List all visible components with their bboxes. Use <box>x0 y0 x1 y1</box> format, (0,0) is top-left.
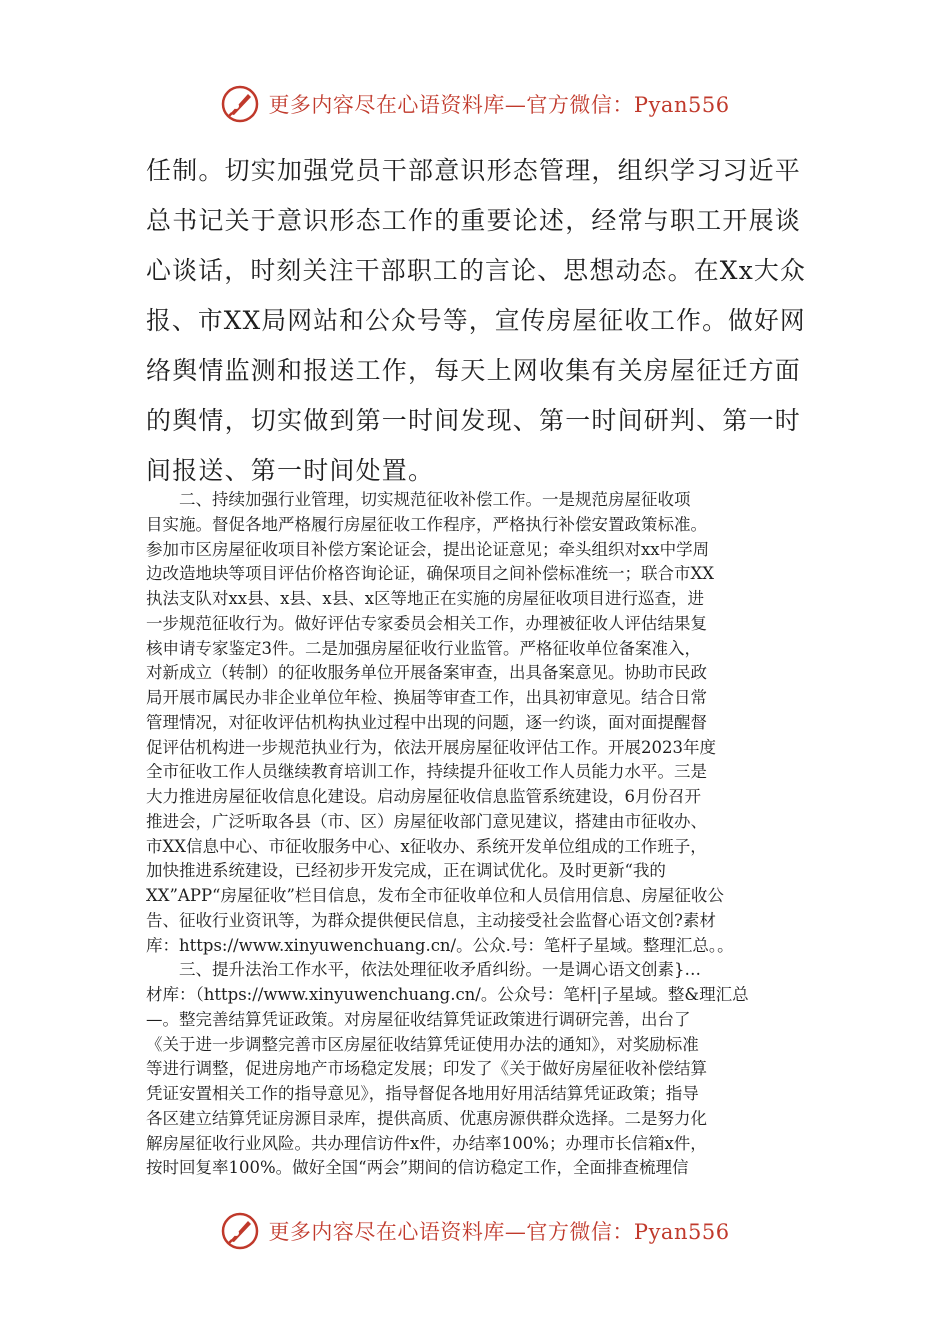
intro-paragraph <box>146 146 806 496</box>
footer-banner-text: 更多内容尽在心语资料库—官方微信：Pyan556 <box>268 1220 730 1244</box>
body-line: 大力推进房屋征收信息化建设。启动房屋征收信息监管系统建设，6月份召开 <box>146 787 701 806</box>
body-line: 凭证安置相关工作的指导意见》，指导督促各地用好用活结算凭证政策；指导 <box>146 1084 699 1103</box>
body-line: 促评估机构进一步规范执业行为，依法开展房屋征收评估工作。开展2023年度 <box>146 737 716 757</box>
body-line: 市XX信息中心、市征收服务中心、x征收办、系统开发单位组成的工作班子， <box>146 836 707 856</box>
body-line: 参加市区房屋征收项目补偿方案论证会，提出论证意见；牵头组织对xx中学周 <box>146 539 710 559</box>
intro-line: 的舆情，切实做到第一时间发现、第一时间研判、第一时 <box>146 406 802 435</box>
header-banner-text: 更多内容尽在心语资料库—官方微信：Pyan556 <box>268 93 730 117</box>
quill-logo-icon <box>220 84 260 124</box>
body-line: 全市征收工作人员继续教育培训工作，持续提升征收工作人员能力水平。三是 <box>146 762 707 782</box>
header-banner <box>0 82 950 126</box>
body-line: 二、持续加强行业管理，切实规范征收补偿工作。一是规范房屋征收项 <box>146 490 691 509</box>
quill-logo-icon <box>220 1211 260 1251</box>
body-line: 各区建立结算凭证房源目录库，提供高质、优惠房源供群众选择。二是努力化 <box>146 1108 707 1128</box>
body-line: 三、提升法治工作水平，依法处理征收矛盾纠纷。一是调心语文创素}… <box>146 960 701 980</box>
intro-line: 心谈话，时刻关注干部职工的言论、思想动态。在Xx大众 <box>146 256 807 285</box>
footer-banner <box>0 1209 950 1253</box>
body-line: 等进行调整，促进房地产市场稳定发展；印发了《关于做好房屋征收补偿结算 <box>146 1059 707 1079</box>
body-line: 按时回复率100%。做好全国“两会”期间的信访稳定工作，全面排查梳理信 <box>146 1158 689 1178</box>
body-line: 管理情况，对征收评估机构执业过程中出现的问题，逐一约谈，面对面提醒督 <box>146 712 707 732</box>
body-line: 对新成立（转制）的征收服务单位开展备案审查，出具备案意见。协助市民政 <box>146 663 707 683</box>
body-line: 执法支队对xx县、x县、x县、x区等地正在实施的房屋征收项目进行巡查，进 <box>146 589 705 608</box>
body-text <box>146 488 806 1181</box>
body-line: 《关于进一步调整完善市区房屋征收结算凭证使用办法的通知》，对奖励标准 <box>146 1034 699 1054</box>
intro-line: 总书记关于意识形态工作的重要论述，经常与职工开展谈 <box>146 206 802 235</box>
body-line: 推进会，广泛听取各县（市、区）房屋征收部门意见建议，搭建由市征收办、 <box>146 811 707 831</box>
intro-line: 报、市XX局网站和公众号等，宣传房屋征收工作。做好网 <box>146 306 806 335</box>
body-line: —。整完善结算凭证政策。对房屋征收结算凭证政策进行调研完善，出台了 <box>146 1009 691 1029</box>
body-line: 库：https://www.xinyuwenchuang.cn/。公众.号：笔杆子星域。整理汇总。。 <box>146 935 734 955</box>
body-line: 目实施。督促各地严格履行房屋征收工作程序，严格执行补偿安置政策标准。 <box>146 514 707 534</box>
body-line: 核申请专家鉴定3件。二是加强房屋征收行业监管。严格征收单位备案准入， <box>146 638 701 658</box>
intro-line: 络舆情监测和报送工作，每天上网收集有关房屋征迁方面 <box>146 356 802 385</box>
body-line: 局开展市属民办非企业单位年检、换届等审查工作，出具初审意见。结合日常 <box>146 688 707 707</box>
body-line: 边改造地块等项目评估价格咨询论证，确保项目之间补偿标准统一；联合市XX <box>146 564 714 584</box>
body-line: 告、征收行业资讯等，为群众提供便民信息，主动接受社会监督心语文创?素材 <box>146 910 716 930</box>
body-line: XX”APP“房屋征收”栏目信息，发布全市征收单位和人员信用信息、房屋征收公 <box>146 886 724 905</box>
body-line: 加快推进系统建设，已经初步开发完成，正在调试优化。及时更新“我的 <box>146 861 666 881</box>
body-line: 解房屋征收行业风险。共办理信访件x件，办结率100%；办理市长信箱x件， <box>146 1133 707 1153</box>
intro-line: 任制。切实加强党员干部意识形态管理，组织学习习近平 <box>146 156 802 185</box>
body-line: 一步规范征收行为。做好评估专家委员会相关工作，办理被征收人评估结果复 <box>146 613 707 633</box>
intro-line: 间报送、第一时间处置。 <box>146 456 435 485</box>
body-line: 材库：（https://www.xinyuwenchuang.cn/。公众号：笔杆|子星域。整&理汇总 <box>146 985 749 1004</box>
